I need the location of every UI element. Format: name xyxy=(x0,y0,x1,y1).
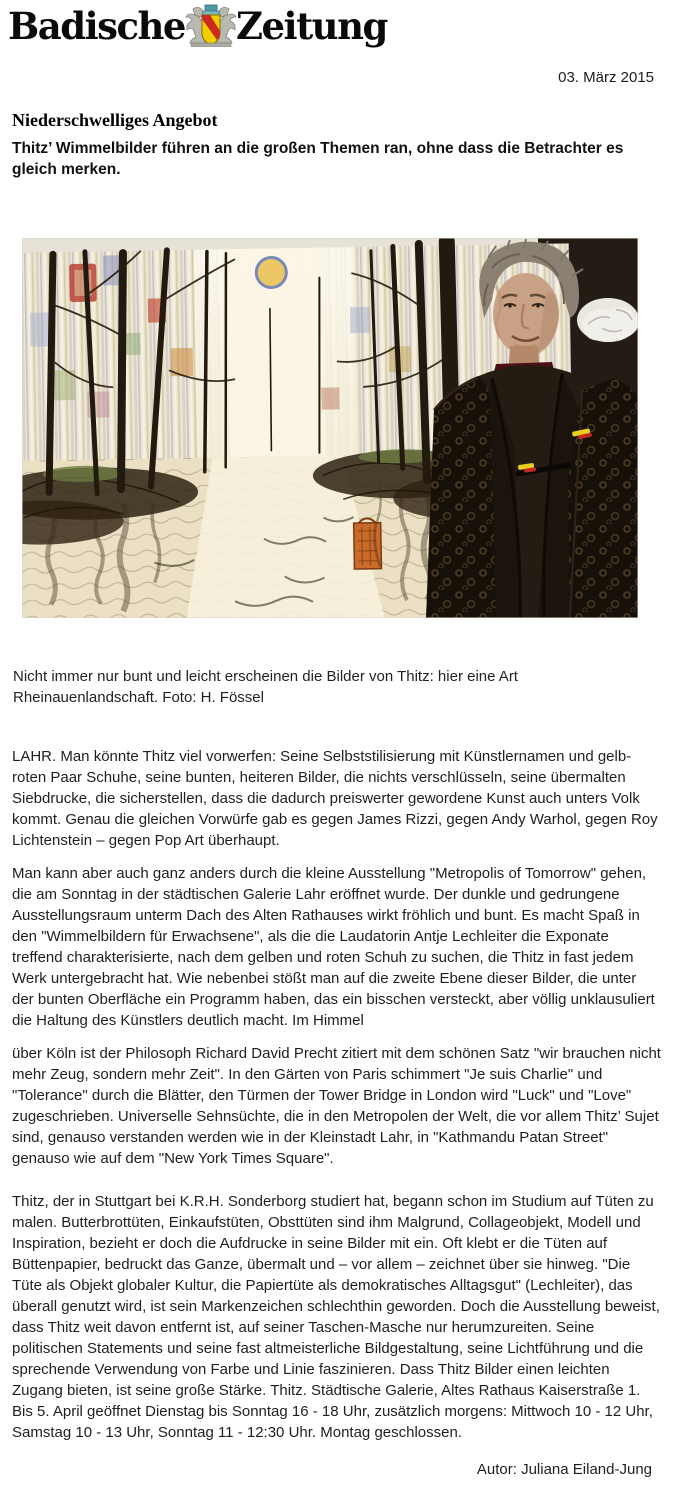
article-author: Autor: Juliana Eiland-Jung xyxy=(476,1461,652,1478)
article-paragraph: über Köln ist der Philosoph Richard David Precht zitiert mit dem schönen Satz "wir brauchen nicht mehr Zeug, sondern mehr Zeit". In den Gärten von Paris schimmert "Je suis Charlie" und "Tolerance" durch die Blätter, den Türmen der Tower Bridge in London wird "Luck" und "Love" zugeschrieben. Universelle Sehnsüchte, die in den Metropolen der Welt, die vor allem Thitz’ Sujet sind, genauso verstanden werden wie in der Kleinstadt Lahr, in "Kathmandu Patan Street" genauso wie auf dem "New York Times Square". xyxy=(12,1045,661,1167)
article-photo xyxy=(22,238,638,618)
leopard-coat xyxy=(426,376,496,618)
article-lead: Thitz’ Wimmelbilder führen an die großen Themen ran, ohne dass die Betrachter es gleich merken. xyxy=(12,140,624,178)
article-date: 03. März 2015 xyxy=(558,69,654,86)
article-page xyxy=(0,4,690,1478)
brand-zeitung: Zeitung xyxy=(235,4,387,48)
article-body xyxy=(12,746,690,1443)
article-paragraph: Thitz, der in Stuttgart bei K.R.H. Sonderborg studiert hat, begann schon im Studium auf Tüten zu malen. Butterbrottüten, Einkaufstüten, Obsttüten sind ihm Malgrund, Collageobjekt, Modell und Inspiration, bezieht er doch die Aufdrucke in seine Bilder mit ein. Oft klebt er die Tüten auf Büttenpapier, bedruckt das Ganze, übermalt und – vor allem – zeichnet über sie hinweg. "Die Tüte als Objekt globaler Kultur, die Papiertüte als demokratisches Alltagsgut" (Lechleiter), das überall genutzt wird, ist sein Markenzeichen schlechthin geworden. Doch die Ausstellung beweist, dass Thitz weit davon entfernt ist, auf seiner Taschen-Masche nur herumzureiten. Seine politischen Statements und seine fast altmeisterliche Bildgestaltung, seine Lichtführung und die sprechende Verwendung von Farbe und Linie faszinieren. Dass Thitz Bilder einen leichten Zugang bieten, ist seine große Stärke. Thitz. Städtische Galerie, Altes Rathaus Kaiserstraße 1. Bis 5. April geöffnet Dienstag bis Sonntag 16 - 18 Uhr, zusätzlich morgens: Mittwoch 10 - 12 Uhr, Samstag 10 - 13 Uhr, Sonntag 11 - 12:30 Uhr. Montag geschlossen. xyxy=(12,1193,660,1441)
photo-illustration xyxy=(22,238,638,618)
article-kicker: Niederschwelliges Angebot xyxy=(12,110,218,130)
photo-caption: Nicht immer nur bunt und leicht erscheinen die Bilder von Thitz: hier eine Art Rheinauenlandschaft. Foto: H. Fössel xyxy=(13,668,518,706)
orange-bag xyxy=(354,518,382,569)
article-paragraph: Man kann aber auch ganz anders durch die kleine Ausstellung "Metropolis of Tomorrow" gehen, die am Sonntag in der städtischen Galerie Lahr eröffnet wurde. Der dunkle und gedrungene Ausstellungsraum unterm Dach des Alten Rathauses wirkt fröhlich und bunt. Es macht Spaß in den "Wimmelbildern für Erwachsene", als die die Laudatorin Antje Lechleiter die Exponate treffend charakterisierte, nach dem gelben und roten Schuh zu suchen, die Thitz in fast jedem Werk untergebracht hat. Wie nebenbei stößt man auf die zweite Ebene dieser Bilder, die unter der bunten Oberfläche ein Programm haben, das ein bisschen versteckt, aber völlig unklausuliert die Haltung des Künstlers deutlich macht. Im Himmel xyxy=(12,865,655,1029)
masthead[interactable] xyxy=(8,4,690,52)
article-paragraph: LAHR. Man könnte Thitz viel vorwerfen: Seine Selbststilisierung mit Künstlernamen und gelb-roten Paar Schuhe, seine bunten, heiteren Bilder, die nichts verschlüsseln, seine übermalten Siebdrucke, die sicherstellen, dass die dadurch preiswerter gewordene Kunst auch unters Volk kommt. Genau die gleichen Vorwürfe gab es gegen James Rizzi, gegen Andy Warhol, gegen Roy Lichtenstein – gegen Pop Art überhaupt. xyxy=(12,748,658,849)
baden-coat-of-arms-icon xyxy=(183,3,239,56)
brand-badische: Badische xyxy=(8,4,185,48)
